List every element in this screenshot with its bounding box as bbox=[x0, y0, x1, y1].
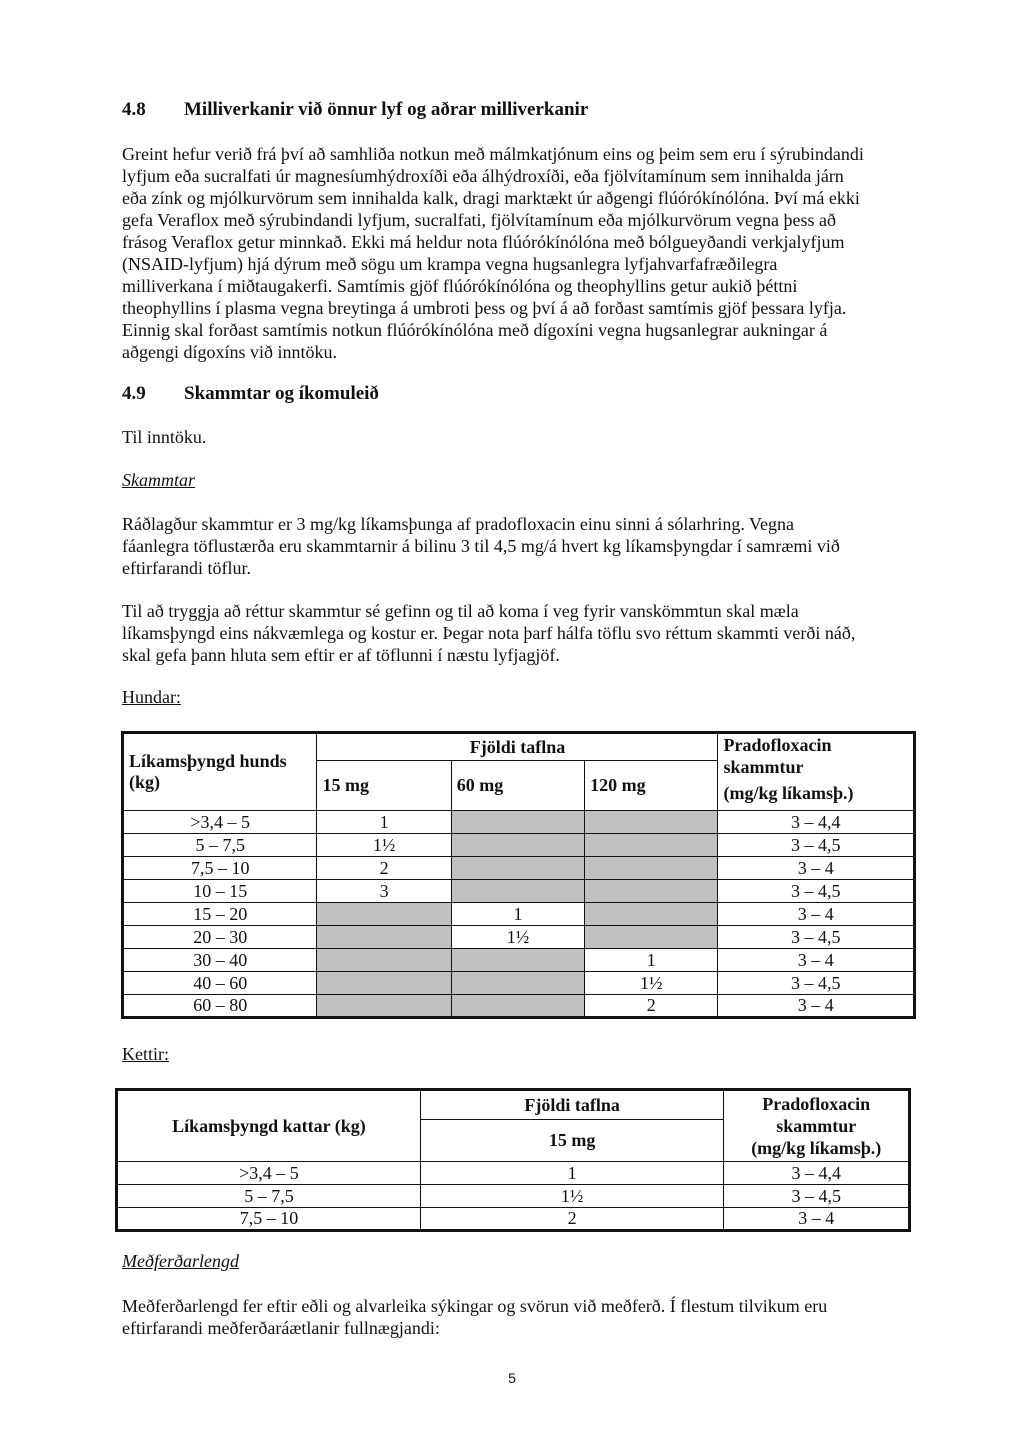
section-number: 4.9 bbox=[122, 383, 146, 404]
tablets-60mg-cell bbox=[451, 857, 584, 880]
table-row bbox=[123, 903, 915, 926]
weight-cell: 20 – 30 bbox=[123, 926, 317, 949]
section-title: Skammtar og íkomuleið bbox=[184, 383, 379, 404]
dose-cell: 3 – 4,5 bbox=[718, 880, 915, 903]
weight-cell: 15 – 20 bbox=[123, 903, 317, 926]
header-15mg: 15 mg bbox=[420, 1120, 724, 1162]
text-line: milliverkana í miðtaugakerfi. Samtímis gjöf flúórókínólóna og theophyllins getur aukið þéttni bbox=[122, 276, 798, 296]
text-line: fáanlegra töflustærða eru skammtarnir á bilinu 3 til 4,5 mg/á hvert kg líkamsþyngdar í samræmi við bbox=[122, 536, 840, 556]
tablets-120mg-cell bbox=[585, 880, 718, 903]
duration-subheading: Meðferðarlengd bbox=[122, 1251, 239, 1271]
dogs-label: Hundar: bbox=[122, 687, 181, 707]
dose-cell: 3 – 4,4 bbox=[724, 1162, 910, 1185]
tablets-15mg-cell bbox=[317, 995, 451, 1018]
header-dose-line: skammtur bbox=[776, 1116, 857, 1136]
dose-cell: 3 – 4,4 bbox=[718, 811, 915, 834]
dose-cell: 3 – 4,5 bbox=[724, 1185, 910, 1208]
dose-cell: 3 – 4 bbox=[718, 995, 915, 1018]
text-line: theophyllins í plasma vegna breytinga á umbroti þess og því á að forðast samtímis gjöf þessara lyfja. bbox=[122, 298, 847, 318]
table-row bbox=[117, 1185, 910, 1208]
tablets-120mg-cell: 1 bbox=[585, 949, 718, 972]
tablets-15mg-cell: 1 bbox=[317, 811, 451, 834]
text-line: Til að tryggja að réttur skammtur sé gefinn og til að koma í veg fyrir vanskömmtun skal mæla bbox=[122, 601, 799, 621]
weight-cell: 5 – 7,5 bbox=[123, 834, 317, 857]
text-line: Meðferðarlengd fer eftir eðli og alvarleika sýkingar og svörun við meðferð. Í flestum tilvikum eru bbox=[122, 1296, 828, 1316]
weight-cell: 40 – 60 bbox=[123, 972, 317, 995]
tablets-60mg-cell bbox=[451, 972, 584, 995]
header-dose bbox=[718, 733, 915, 811]
cat-dosage-table bbox=[115, 1088, 911, 1232]
text-line: líkamsþyngd eins nákvæmlega og kostur er. Þegar nota þarf hálfa töflu svo réttum skammti verði náð, bbox=[122, 623, 856, 643]
page-number: 5 bbox=[508, 1370, 516, 1386]
table-row bbox=[117, 1208, 910, 1231]
table-row bbox=[123, 880, 915, 903]
table-row bbox=[123, 857, 915, 880]
tablets-60mg-cell bbox=[451, 949, 584, 972]
tablets-120mg-cell bbox=[585, 811, 718, 834]
text-line: Einnig skal forðast samtímis notkun flúórókínólóna með dígoxíni vegna hugsanlegrar aukningar á bbox=[122, 320, 828, 340]
tablets-120mg-cell bbox=[585, 926, 718, 949]
dose-cell: 3 – 4 bbox=[724, 1208, 910, 1231]
weight-cell: 7,5 – 10 bbox=[123, 857, 317, 880]
tablets-15mg-cell: 1½ bbox=[420, 1185, 724, 1208]
paragraph-weighing bbox=[122, 600, 912, 666]
table-row bbox=[117, 1162, 910, 1185]
section-number: 4.8 bbox=[122, 99, 146, 120]
dose-cell: 3 – 4 bbox=[718, 949, 915, 972]
text-line: eða zínk og mjólkurvörum sem innihalda kalk, dragi marktækt úr aðgengi flúórókínólóna. Því má ekki bbox=[122, 188, 860, 208]
text-line: lyfjum eða sucralfati úr magnesíumhýdroxíði eða álhýdroxíði, eða fjölvítamínum sem innihalda járn bbox=[122, 166, 844, 186]
tablets-60mg-cell: 1 bbox=[451, 903, 584, 926]
text-line: aðgengi dígoxíns við inntöku. bbox=[122, 342, 337, 362]
table-row bbox=[123, 972, 915, 995]
header-dose-line: Pradofloxacin bbox=[723, 735, 832, 755]
section-heading-4-9 bbox=[122, 383, 379, 405]
header-dose-line: (mg/kg líkamsþ.) bbox=[751, 1138, 882, 1158]
text-line: eftirfarandi meðferðaráætlanir fullnægjandi: bbox=[122, 1318, 440, 1338]
table-row bbox=[123, 811, 915, 834]
header-dose bbox=[724, 1090, 910, 1162]
header-dose-line: (mg/kg líkamsþ.) bbox=[723, 783, 854, 803]
weight-cell: 7,5 – 10 bbox=[117, 1208, 421, 1231]
tablets-15mg-cell: 3 bbox=[317, 880, 451, 903]
header-weight: Líkamsþyngd kattar (kg) bbox=[117, 1090, 421, 1162]
tablets-60mg-cell bbox=[451, 811, 584, 834]
weight-cell: >3,4 – 5 bbox=[117, 1162, 421, 1185]
weight-cell: 10 – 15 bbox=[123, 880, 317, 903]
dose-cell: 3 – 4,5 bbox=[718, 926, 915, 949]
header-120mg: 120 mg bbox=[585, 761, 718, 811]
tablets-120mg-cell bbox=[585, 903, 718, 926]
section-heading-4-8 bbox=[122, 99, 588, 121]
dog-dosage-table bbox=[121, 731, 916, 1019]
section-title: Milliverkanir við önnur lyf og aðrar milliverkanir bbox=[184, 99, 589, 120]
dose-cell: 3 – 4 bbox=[718, 903, 915, 926]
cats-label: Kettir: bbox=[122, 1044, 169, 1064]
text-line: (NSAID-lyfjum) hjá dýrum með sögu um krampa vegna hugsanlegra lyfjahvarfafræðilegra bbox=[122, 254, 778, 274]
route-text: Til inntöku. bbox=[122, 427, 207, 447]
tablets-60mg-cell bbox=[451, 880, 584, 903]
header-dose-line: Pradofloxacin bbox=[762, 1094, 871, 1114]
tablets-15mg-cell: 1½ bbox=[317, 834, 451, 857]
text-line: skal gefa þann hluta sem eftir er af töflunni í næstu lyfjagjöf. bbox=[122, 645, 560, 665]
weight-cell: 60 – 80 bbox=[123, 995, 317, 1018]
tablets-60mg-cell bbox=[451, 834, 584, 857]
text-line: Greint hefur verið frá því að samhliða notkun með málmkatjónum eins og þeim sem eru í sýrubindandi bbox=[122, 144, 864, 164]
tablets-15mg-cell bbox=[317, 903, 451, 926]
tablets-15mg-cell: 2 bbox=[317, 857, 451, 880]
weight-cell: >3,4 – 5 bbox=[123, 811, 317, 834]
header-60mg: 60 mg bbox=[451, 761, 584, 811]
header-tablets: Fjöldi taflna bbox=[420, 1090, 724, 1120]
tablets-60mg-cell: 1½ bbox=[451, 926, 584, 949]
dose-cell: 3 – 4 bbox=[718, 857, 915, 880]
tablets-120mg-cell bbox=[585, 834, 718, 857]
text-line: gefa Veraflox með sýrubindandi lyfjum, sucralfati, fjölvítamínum eða mjólkurvörum vegna þess að bbox=[122, 210, 836, 230]
dose-cell: 3 – 4,5 bbox=[718, 834, 915, 857]
text-line: Ráðlagður skammtur er 3 mg/kg líkamsþunga af pradofloxacin einu sinni á sólarhring. Vegna bbox=[122, 514, 795, 534]
paragraph-dosage bbox=[122, 513, 912, 579]
tablets-15mg-cell bbox=[317, 949, 451, 972]
header-weight: Líkamsþyngd hunds (kg) bbox=[123, 733, 317, 811]
tablets-120mg-cell bbox=[585, 857, 718, 880]
tablets-60mg-cell bbox=[451, 995, 584, 1018]
header-15mg: 15 mg bbox=[317, 761, 451, 811]
table-row bbox=[123, 834, 915, 857]
table-row bbox=[123, 949, 915, 972]
tablets-120mg-cell: 1½ bbox=[585, 972, 718, 995]
weight-cell: 5 – 7,5 bbox=[117, 1185, 421, 1208]
dosage-subheading: Skammtar bbox=[122, 470, 195, 490]
header-tablets: Fjöldi taflna bbox=[317, 733, 718, 761]
text-line: eftirfarandi töflur. bbox=[122, 558, 251, 578]
text-line: frásog Veraflox getur minnkað. Ekki má heldur nota flúórókínólóna með bólgueyðandi verkjalyfjum bbox=[122, 232, 845, 252]
paragraph-duration bbox=[122, 1295, 912, 1339]
paragraph-interactions bbox=[122, 143, 912, 363]
dose-cell: 3 – 4,5 bbox=[718, 972, 915, 995]
weight-cell: 30 – 40 bbox=[123, 949, 317, 972]
tablets-15mg-cell: 2 bbox=[420, 1208, 724, 1231]
tablets-15mg-cell bbox=[317, 926, 451, 949]
header-dose-line: skammtur bbox=[723, 757, 804, 777]
table-row bbox=[123, 926, 915, 949]
tablets-120mg-cell: 2 bbox=[585, 995, 718, 1018]
tablets-15mg-cell bbox=[317, 972, 451, 995]
table-row bbox=[123, 995, 915, 1018]
tablets-15mg-cell: 1 bbox=[420, 1162, 724, 1185]
